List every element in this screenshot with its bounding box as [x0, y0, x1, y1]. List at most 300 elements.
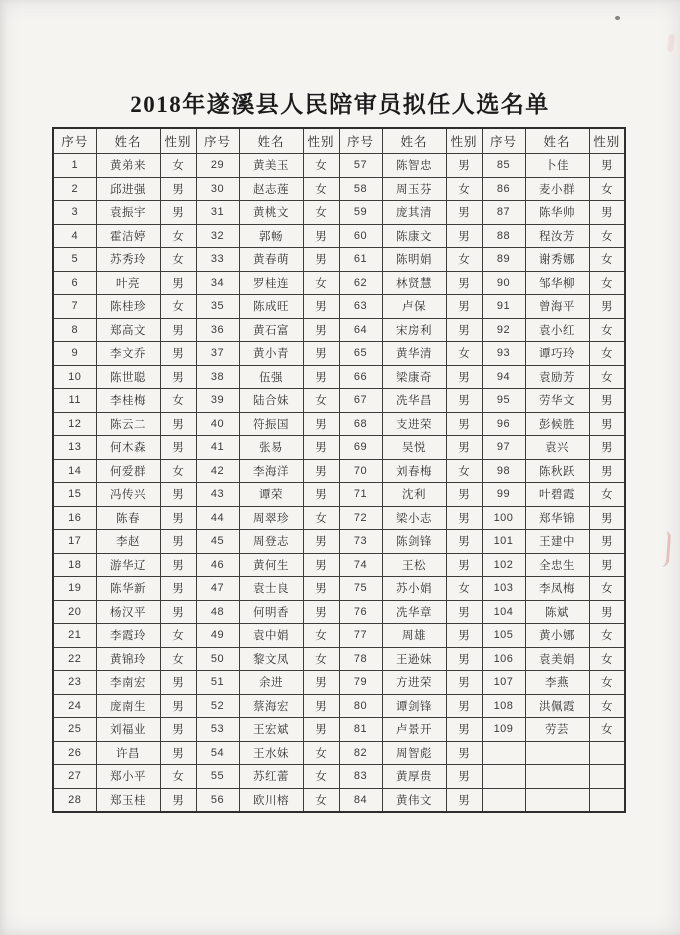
name-cell: 王逊妹: [382, 647, 446, 671]
index-cell: 83: [339, 765, 382, 789]
table-row: [53, 154, 625, 178]
gender-cell: 男: [303, 342, 339, 366]
gender-cell: 男: [160, 600, 196, 624]
index-cell: 89: [482, 248, 525, 272]
gender-cell: 男: [303, 436, 339, 460]
index-cell: 17: [53, 530, 96, 554]
name-cell: 黄厚贵: [382, 765, 446, 789]
index-cell: 42: [196, 459, 239, 483]
name-cell: 卢保: [382, 295, 446, 319]
index-cell: 95: [482, 389, 525, 413]
gender-cell: 男: [589, 389, 625, 413]
gender-cell: 女: [160, 647, 196, 671]
name-cell: 谭巧玲: [525, 342, 589, 366]
gender-cell: 男: [589, 530, 625, 554]
index-cell: 15: [53, 483, 96, 507]
index-cell: 109: [482, 718, 525, 742]
name-cell: 何明香: [239, 600, 303, 624]
gender-cell: 男: [446, 483, 482, 507]
gender-cell: 男: [303, 365, 339, 389]
name-cell: 曾海平: [525, 295, 589, 319]
table-row: [53, 224, 625, 248]
table-row: [53, 342, 625, 366]
gender-cell: 男: [446, 600, 482, 624]
gender-cell: 男: [160, 671, 196, 695]
index-cell: 58: [339, 177, 382, 201]
gender-cell: 男: [303, 718, 339, 742]
table-body: [53, 154, 625, 813]
name-cell: 黎文凤: [239, 647, 303, 671]
index-cell: 72: [339, 506, 382, 530]
index-cell: 3: [53, 201, 96, 225]
gender-cell: 女: [446, 577, 482, 601]
name-cell: 王水妹: [239, 741, 303, 765]
table-row: [53, 295, 625, 319]
name-cell: 邱进强: [96, 177, 160, 201]
gender-cell: 男: [446, 154, 482, 178]
name-cell: 欧川榕: [239, 788, 303, 812]
gender-cell: 男: [446, 412, 482, 436]
index-cell: 67: [339, 389, 382, 413]
index-cell: 94: [482, 365, 525, 389]
name-cell: 叶亮: [96, 271, 160, 295]
gender-cell: 男: [160, 436, 196, 460]
gender-cell: 男: [589, 295, 625, 319]
index-cell: 36: [196, 318, 239, 342]
gender-cell: 女: [160, 624, 196, 648]
name-cell: 黄华清: [382, 342, 446, 366]
gender-cell: 男: [160, 483, 196, 507]
name-cell: 陈康文: [382, 224, 446, 248]
gender-cell: 男: [160, 506, 196, 530]
gender-cell: 男: [160, 530, 196, 554]
table-row: [53, 694, 625, 718]
name-cell: 宋房利: [382, 318, 446, 342]
gender-cell: 男: [446, 788, 482, 812]
gender-cell: 男: [589, 600, 625, 624]
name-cell: 蔡海宏: [239, 694, 303, 718]
name-cell: 李凤梅: [525, 577, 589, 601]
table-row: [53, 248, 625, 272]
index-cell: 38: [196, 365, 239, 389]
table-row: [53, 506, 625, 530]
name-cell: 郭畅: [239, 224, 303, 248]
gender-cell: [589, 765, 625, 789]
name-cell: 庞南生: [96, 694, 160, 718]
name-cell: 袁美娟: [525, 647, 589, 671]
table-row: [53, 483, 625, 507]
table-row: [53, 530, 625, 554]
name-cell: 陈斌: [525, 600, 589, 624]
index-cell: 101: [482, 530, 525, 554]
table-header-row: [53, 128, 625, 154]
gender-cell: 男: [303, 577, 339, 601]
index-cell: 64: [339, 318, 382, 342]
index-cell: 23: [53, 671, 96, 695]
index-cell: 27: [53, 765, 96, 789]
gender-cell: 男: [446, 624, 482, 648]
gender-cell: 男: [303, 694, 339, 718]
name-cell: 全忠生: [525, 553, 589, 577]
gender-cell: 女: [160, 389, 196, 413]
index-cell: [482, 765, 525, 789]
name-cell: 方进荣: [382, 671, 446, 695]
name-cell: 苏红蕾: [239, 765, 303, 789]
name-cell: 麦小群: [525, 177, 589, 201]
index-cell: 13: [53, 436, 96, 460]
index-cell: 24: [53, 694, 96, 718]
index-cell: 75: [339, 577, 382, 601]
name-cell: 劳华文: [525, 389, 589, 413]
name-cell: 罗桂连: [239, 271, 303, 295]
gender-cell: 男: [589, 154, 625, 178]
gender-cell: 男: [589, 553, 625, 577]
name-cell: 冼华昌: [382, 389, 446, 413]
gender-cell: 女: [160, 154, 196, 178]
table-row: [53, 741, 625, 765]
index-cell: 11: [53, 389, 96, 413]
name-cell: 袁兴: [525, 436, 589, 460]
name-cell: 何木森: [96, 436, 160, 460]
gender-cell: 男: [446, 389, 482, 413]
index-cell: 40: [196, 412, 239, 436]
index-cell: 60: [339, 224, 382, 248]
index-cell: 8: [53, 318, 96, 342]
gender-cell: 男: [446, 765, 482, 789]
name-cell: 李霞玲: [96, 624, 160, 648]
gender-cell: 男: [446, 694, 482, 718]
gender-cell: 男: [446, 647, 482, 671]
gender-cell: 女: [303, 154, 339, 178]
name-cell: 霍洁婷: [96, 224, 160, 248]
index-cell: 35: [196, 295, 239, 319]
index-cell: 46: [196, 553, 239, 577]
gender-cell: [589, 788, 625, 812]
gender-cell: 女: [589, 248, 625, 272]
gender-cell: 女: [303, 765, 339, 789]
gender-cell: 女: [303, 271, 339, 295]
index-cell: 70: [339, 459, 382, 483]
scan-dot-artifact: [615, 16, 620, 20]
name-cell: 周登志: [239, 530, 303, 554]
gender-cell: 女: [303, 788, 339, 812]
index-cell: 88: [482, 224, 525, 248]
index-cell: 2: [53, 177, 96, 201]
index-cell: 1: [53, 154, 96, 178]
name-cell: 谭剑锋: [382, 694, 446, 718]
name-cell: 郑高文: [96, 318, 160, 342]
name-cell: 梁康奇: [382, 365, 446, 389]
name-cell: 陈秋跃: [525, 459, 589, 483]
index-cell: 26: [53, 741, 96, 765]
column-header: 性别: [303, 128, 339, 154]
table-row: [53, 201, 625, 225]
name-cell: 吴悦: [382, 436, 446, 460]
gender-cell: 男: [446, 506, 482, 530]
gender-cell: [589, 741, 625, 765]
table-row: [53, 718, 625, 742]
name-cell: 陆合妹: [239, 389, 303, 413]
index-cell: 41: [196, 436, 239, 460]
name-cell: 洪佩霞: [525, 694, 589, 718]
gender-cell: 男: [446, 741, 482, 765]
index-cell: 90: [482, 271, 525, 295]
name-cell: 劳芸: [525, 718, 589, 742]
name-cell: 卜佳: [525, 154, 589, 178]
index-cell: 108: [482, 694, 525, 718]
gender-cell: 女: [446, 248, 482, 272]
column-header: 序号: [339, 128, 382, 154]
name-cell: 苏秀玲: [96, 248, 160, 272]
index-cell: 73: [339, 530, 382, 554]
index-cell: 82: [339, 741, 382, 765]
column-header: 姓名: [525, 128, 589, 154]
table-row: [53, 389, 625, 413]
index-cell: 84: [339, 788, 382, 812]
name-cell: 周雄: [382, 624, 446, 648]
index-cell: 10: [53, 365, 96, 389]
name-cell: 张易: [239, 436, 303, 460]
name-cell: 陈智忠: [382, 154, 446, 178]
gender-cell: 男: [303, 483, 339, 507]
index-cell: 68: [339, 412, 382, 436]
index-cell: 9: [53, 342, 96, 366]
table-row: [53, 765, 625, 789]
gender-cell: 男: [589, 201, 625, 225]
index-cell: 45: [196, 530, 239, 554]
red-pen-mark: [656, 531, 671, 568]
index-cell: 5: [53, 248, 96, 272]
name-cell: 何爱群: [96, 459, 160, 483]
gender-cell: 男: [589, 412, 625, 436]
index-cell: 98: [482, 459, 525, 483]
index-cell: [482, 788, 525, 812]
index-cell: 93: [482, 342, 525, 366]
name-cell: 黄春萌: [239, 248, 303, 272]
index-cell: 14: [53, 459, 96, 483]
index-cell: 43: [196, 483, 239, 507]
gender-cell: 女: [446, 342, 482, 366]
gender-cell: 女: [160, 248, 196, 272]
gender-cell: 女: [303, 624, 339, 648]
name-cell: 符振国: [239, 412, 303, 436]
gender-cell: 男: [446, 271, 482, 295]
column-header: 性别: [160, 128, 196, 154]
index-cell: 7: [53, 295, 96, 319]
index-cell: 21: [53, 624, 96, 648]
name-cell: 袁小红: [525, 318, 589, 342]
name-cell: [525, 788, 589, 812]
table-row: [53, 671, 625, 695]
column-header: 序号: [482, 128, 525, 154]
name-cell: 李赵: [96, 530, 160, 554]
gender-cell: 女: [446, 459, 482, 483]
name-cell: 陈成旺: [239, 295, 303, 319]
index-cell: 20: [53, 600, 96, 624]
gender-cell: 男: [160, 177, 196, 201]
name-cell: 冯传兴: [96, 483, 160, 507]
name-cell: 周智彪: [382, 741, 446, 765]
name-cell: 谢秀娜: [525, 248, 589, 272]
gender-cell: 男: [160, 577, 196, 601]
table-row: [53, 788, 625, 812]
name-cell: 李文乔: [96, 342, 160, 366]
name-cell: 黄小青: [239, 342, 303, 366]
name-cell: 余进: [239, 671, 303, 695]
name-cell: 袁中娟: [239, 624, 303, 648]
table-row: [53, 271, 625, 295]
gender-cell: 男: [446, 318, 482, 342]
table-row: [53, 624, 625, 648]
index-cell: 54: [196, 741, 239, 765]
gender-cell: 女: [589, 718, 625, 742]
name-cell: 苏小娟: [382, 577, 446, 601]
name-cell: 陈世聪: [96, 365, 160, 389]
name-cell: 李燕: [525, 671, 589, 695]
gender-cell: 男: [303, 671, 339, 695]
name-cell: 王宏斌: [239, 718, 303, 742]
gender-cell: 女: [589, 671, 625, 695]
index-cell: 56: [196, 788, 239, 812]
index-cell: 18: [53, 553, 96, 577]
index-cell: 6: [53, 271, 96, 295]
gender-cell: 男: [303, 318, 339, 342]
gender-cell: 男: [446, 224, 482, 248]
index-cell: 97: [482, 436, 525, 460]
gender-cell: 女: [303, 389, 339, 413]
gender-cell: 男: [160, 342, 196, 366]
index-cell: 25: [53, 718, 96, 742]
index-cell: 28: [53, 788, 96, 812]
index-cell: 19: [53, 577, 96, 601]
index-cell: 49: [196, 624, 239, 648]
gender-cell: 男: [446, 718, 482, 742]
index-cell: 65: [339, 342, 382, 366]
gender-cell: 男: [160, 694, 196, 718]
name-cell: 林贤慧: [382, 271, 446, 295]
name-cell: 陈华新: [96, 577, 160, 601]
name-cell: 黄何生: [239, 553, 303, 577]
column-header: 性别: [589, 128, 625, 154]
name-cell: [525, 741, 589, 765]
name-cell: 周玉芬: [382, 177, 446, 201]
name-cell: 程汝芳: [525, 224, 589, 248]
name-cell: [525, 765, 589, 789]
gender-cell: 女: [160, 295, 196, 319]
table-row: [53, 436, 625, 460]
name-cell: 王建中: [525, 530, 589, 554]
index-cell: 61: [339, 248, 382, 272]
red-pen-smudge: [667, 34, 675, 53]
gender-cell: 男: [160, 718, 196, 742]
gender-cell: 女: [446, 177, 482, 201]
index-cell: 69: [339, 436, 382, 460]
gender-cell: 男: [160, 201, 196, 225]
index-cell: [482, 741, 525, 765]
index-cell: 33: [196, 248, 239, 272]
index-cell: 77: [339, 624, 382, 648]
index-cell: 39: [196, 389, 239, 413]
index-cell: 91: [482, 295, 525, 319]
gender-cell: 男: [160, 553, 196, 577]
name-cell: 黄美玉: [239, 154, 303, 178]
name-cell: 邹华柳: [525, 271, 589, 295]
index-cell: 52: [196, 694, 239, 718]
index-cell: 29: [196, 154, 239, 178]
table-row: [53, 459, 625, 483]
name-cell: 黄弟来: [96, 154, 160, 178]
name-cell: 黄伟文: [382, 788, 446, 812]
gender-cell: 男: [160, 365, 196, 389]
gender-cell: 男: [446, 530, 482, 554]
gender-cell: 女: [589, 342, 625, 366]
name-cell: 支进荣: [382, 412, 446, 436]
index-cell: 103: [482, 577, 525, 601]
name-cell: 袁励芳: [525, 365, 589, 389]
name-cell: 卢景开: [382, 718, 446, 742]
juror-roster-table: [52, 127, 626, 813]
name-cell: 冼华章: [382, 600, 446, 624]
index-cell: 86: [482, 177, 525, 201]
index-cell: 16: [53, 506, 96, 530]
name-cell: 黄石富: [239, 318, 303, 342]
gender-cell: 女: [589, 177, 625, 201]
name-cell: 陈春: [96, 506, 160, 530]
index-cell: 99: [482, 483, 525, 507]
index-cell: 44: [196, 506, 239, 530]
name-cell: 庞其清: [382, 201, 446, 225]
gender-cell: 男: [160, 271, 196, 295]
index-cell: 63: [339, 295, 382, 319]
column-header: 序号: [53, 128, 96, 154]
gender-cell: 男: [303, 224, 339, 248]
name-cell: 郑玉桂: [96, 788, 160, 812]
column-header: 姓名: [96, 128, 160, 154]
index-cell: 78: [339, 647, 382, 671]
gender-cell: 女: [303, 201, 339, 225]
index-cell: 85: [482, 154, 525, 178]
index-cell: 50: [196, 647, 239, 671]
column-header: 性别: [446, 128, 482, 154]
table-row: [53, 577, 625, 601]
name-cell: 伍强: [239, 365, 303, 389]
table-row: [53, 318, 625, 342]
table-row: [53, 600, 625, 624]
gender-cell: 女: [589, 624, 625, 648]
index-cell: 80: [339, 694, 382, 718]
index-cell: 62: [339, 271, 382, 295]
page-title: 2018年遂溪县人民陪审员拟任人选名单: [130, 92, 550, 117]
gender-cell: 女: [589, 271, 625, 295]
gender-cell: 男: [446, 436, 482, 460]
gender-cell: 男: [446, 365, 482, 389]
gender-cell: 男: [160, 318, 196, 342]
gender-cell: 男: [303, 412, 339, 436]
gender-cell: 男: [446, 295, 482, 319]
table-row: [53, 647, 625, 671]
name-cell: 游华辽: [96, 553, 160, 577]
column-header: 序号: [196, 128, 239, 154]
name-cell: 郑华锦: [525, 506, 589, 530]
gender-cell: 女: [160, 765, 196, 789]
gender-cell: 男: [160, 412, 196, 436]
name-cell: 梁小志: [382, 506, 446, 530]
index-cell: 30: [196, 177, 239, 201]
index-cell: 53: [196, 718, 239, 742]
index-cell: 4: [53, 224, 96, 248]
gender-cell: 男: [303, 459, 339, 483]
index-cell: 37: [196, 342, 239, 366]
